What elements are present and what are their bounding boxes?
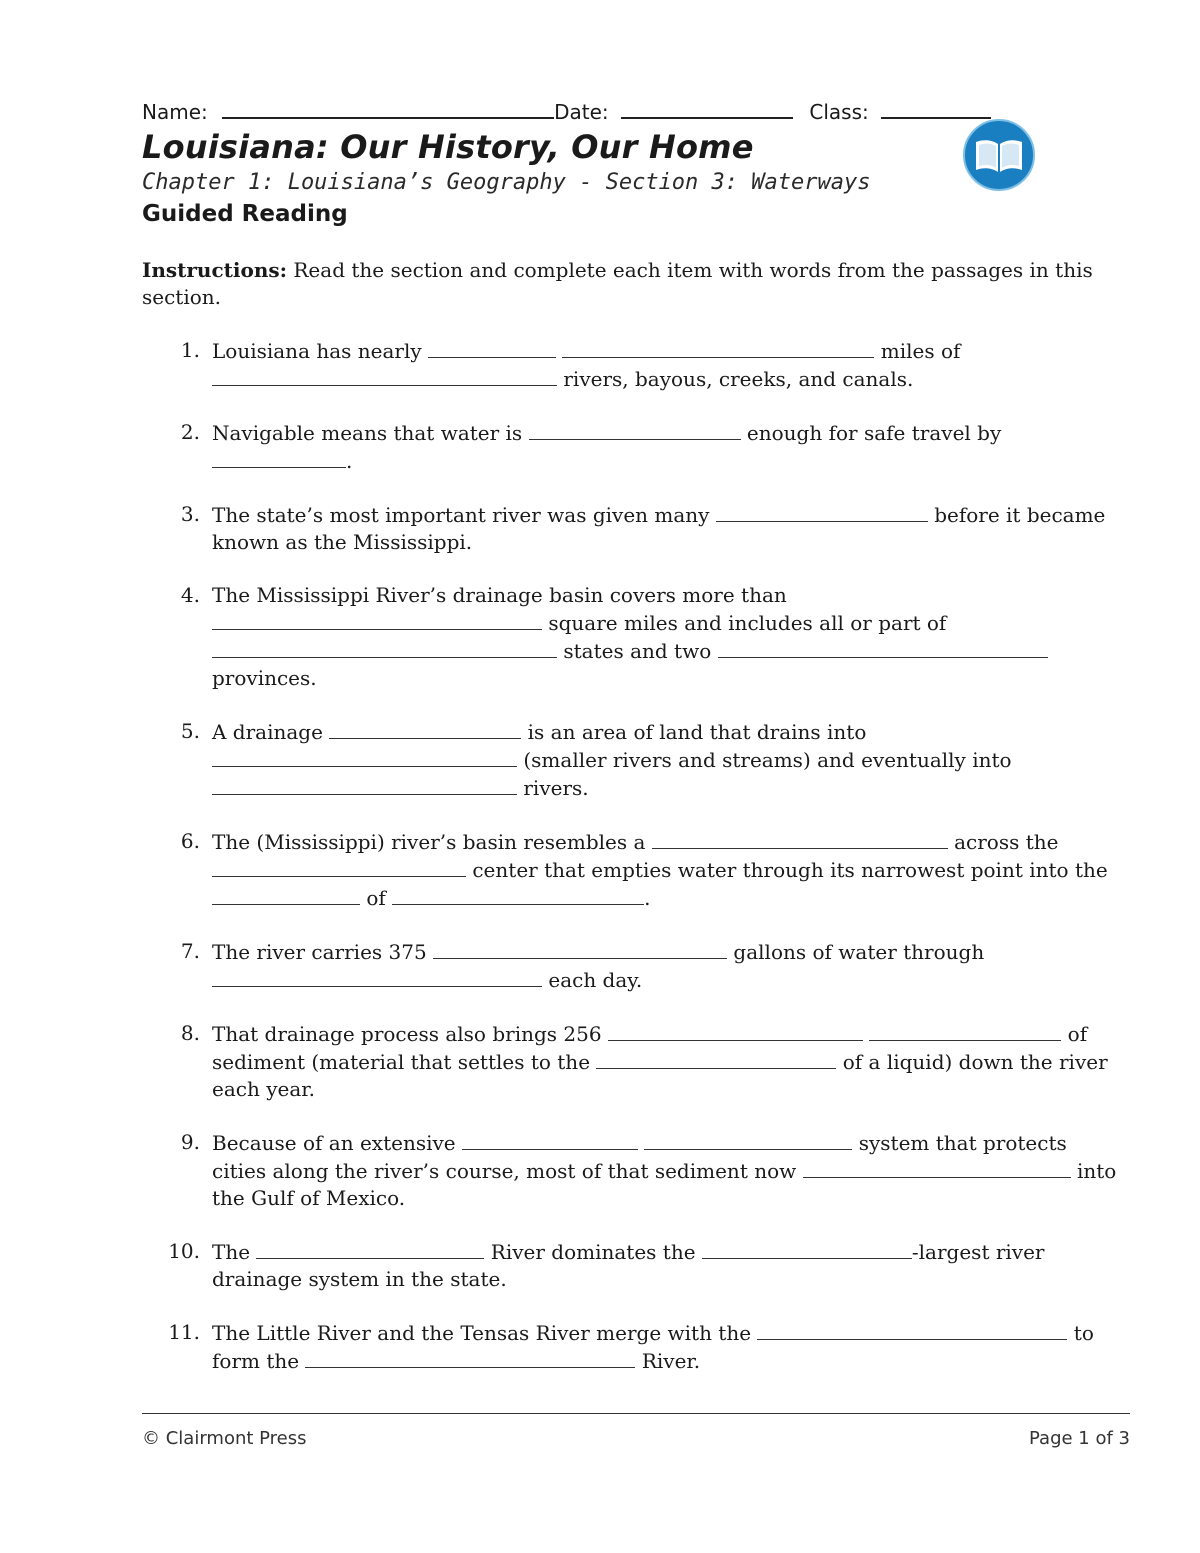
instructions-label: Instructions: xyxy=(142,258,288,282)
question-number: 2. xyxy=(180,420,200,444)
question-number: 9. xyxy=(180,1130,200,1154)
answer-blank[interactable] xyxy=(212,966,542,987)
question-text: Because of an extensive xyxy=(212,1131,456,1155)
answer-blank[interactable] xyxy=(462,1129,638,1150)
question-7 xyxy=(142,938,1132,994)
question-text: sediment (material that settles to the xyxy=(212,1050,591,1074)
answer-blank[interactable] xyxy=(803,1157,1071,1178)
name-label: Name: xyxy=(142,100,208,124)
question-text: of a liquid) down the river xyxy=(842,1050,1108,1074)
open-book-icon xyxy=(962,118,1036,192)
answer-blank[interactable] xyxy=(212,856,466,877)
question-text: square miles and includes all or part of xyxy=(548,611,947,635)
question-text: across the xyxy=(954,830,1059,854)
question-5 xyxy=(142,718,1132,802)
question-text: gallons of water through xyxy=(733,940,985,964)
question-text: Louisiana has nearly xyxy=(212,339,422,363)
answer-blank[interactable] xyxy=(212,365,557,386)
instructions xyxy=(142,257,1132,311)
copyright-text: © Clairmont Press xyxy=(142,1428,307,1449)
question-text: Navigable means that water is xyxy=(212,421,523,445)
question-number: 6. xyxy=(180,829,200,853)
answer-blank[interactable] xyxy=(869,1020,1061,1041)
question-list xyxy=(142,337,1132,1401)
date-label: Date: xyxy=(554,100,609,124)
question-4 xyxy=(142,582,1132,692)
question-8 xyxy=(142,1020,1132,1103)
question-text: drainage system in the state. xyxy=(212,1267,507,1291)
question-text: miles of xyxy=(880,339,961,363)
question-text: center that empties water through its narrowest point into the xyxy=(472,858,1108,882)
class-field[interactable] xyxy=(881,97,991,119)
answer-blank[interactable] xyxy=(212,609,542,630)
question-text: of xyxy=(366,886,386,910)
question-text: . xyxy=(644,886,651,910)
answer-blank[interactable] xyxy=(757,1319,1067,1340)
question-text: the Gulf of Mexico. xyxy=(212,1186,406,1210)
question-10 xyxy=(142,1238,1132,1293)
chapter-heading: Chapter 1: Louisiana’s Geography - Section 3: Waterways xyxy=(142,170,871,195)
question-1 xyxy=(142,337,1132,393)
question-text: system that protects xyxy=(858,1131,1067,1155)
answer-blank[interactable] xyxy=(702,1238,912,1259)
question-number: 7. xyxy=(180,939,200,963)
answer-blank[interactable] xyxy=(305,1347,635,1368)
question-text: The (Mississippi) river’s basin resembles a xyxy=(212,830,646,854)
question-text: each day. xyxy=(548,968,643,992)
question-text: each year. xyxy=(212,1077,315,1101)
question-text: into xyxy=(1076,1159,1117,1183)
answer-blank[interactable] xyxy=(212,884,360,905)
question-6 xyxy=(142,828,1132,912)
question-number: 5. xyxy=(180,719,200,743)
answer-blank[interactable] xyxy=(428,337,556,358)
page-number: Page 1 of 3 xyxy=(1029,1428,1130,1449)
question-text: form the xyxy=(212,1349,300,1373)
question-text: The Mississippi River’s drainage basin covers more than xyxy=(212,583,787,607)
student-info-line xyxy=(142,97,1002,126)
answer-blank[interactable] xyxy=(212,774,517,795)
answer-blank[interactable] xyxy=(596,1048,836,1069)
question-text: . xyxy=(346,449,353,473)
instructions-text-2: section. xyxy=(142,285,222,309)
question-number: 1. xyxy=(180,338,200,362)
question-text: states and two xyxy=(563,639,712,663)
page-title: Louisiana: Our History, Our Home xyxy=(142,128,754,166)
question-number: 4. xyxy=(180,583,200,607)
name-field[interactable] xyxy=(222,97,554,119)
class-label: Class: xyxy=(809,100,869,124)
answer-blank[interactable] xyxy=(529,419,741,440)
question-11 xyxy=(142,1319,1132,1375)
question-9 xyxy=(142,1129,1132,1212)
question-text: before it became xyxy=(934,503,1106,527)
question-number: 10. xyxy=(168,1239,200,1263)
question-text: provinces. xyxy=(212,666,317,690)
question-text: is an area of land that drains into xyxy=(527,720,867,744)
date-field[interactable] xyxy=(621,97,793,119)
question-number: 8. xyxy=(180,1021,200,1045)
question-text: The river carries 375 xyxy=(212,940,427,964)
question-text: The Little River and the Tensas River merge with the xyxy=(212,1321,752,1345)
instructions-text-1: Read the section and complete each item with words from the passages in this xyxy=(287,258,1093,282)
answer-blank[interactable] xyxy=(433,938,727,959)
question-text: The state’s most important river was given many xyxy=(212,503,710,527)
question-text: (smaller rivers and streams) and eventually into xyxy=(523,748,1012,772)
question-text: -largest river xyxy=(911,1240,1045,1264)
answer-blank[interactable] xyxy=(718,637,1048,658)
question-number: 11. xyxy=(168,1320,200,1344)
question-text: to xyxy=(1073,1321,1094,1345)
question-text: The xyxy=(212,1240,251,1264)
question-text: known as the Mississippi. xyxy=(212,530,473,554)
answer-blank[interactable] xyxy=(212,637,557,658)
answer-blank[interactable] xyxy=(392,884,644,905)
answer-blank[interactable] xyxy=(212,447,346,468)
answer-blank[interactable] xyxy=(644,1129,852,1150)
question-text: cities along the river’s course, most of that sediment now xyxy=(212,1159,797,1183)
question-text: rivers, bayous, creeks, and canals. xyxy=(563,367,914,391)
answer-blank[interactable] xyxy=(562,337,874,358)
question-text: River dominates the xyxy=(490,1240,696,1264)
answer-blank[interactable] xyxy=(652,828,948,849)
question-text: That drainage process also brings 256 xyxy=(212,1022,602,1046)
question-number: 3. xyxy=(180,502,200,526)
answer-blank[interactable] xyxy=(212,746,517,767)
question-text: rivers. xyxy=(523,776,589,800)
answer-blank[interactable] xyxy=(608,1020,863,1041)
footer-divider xyxy=(142,1413,1130,1414)
question-text: A drainage xyxy=(212,720,323,744)
question-2 xyxy=(142,419,1132,475)
section-subtitle: Guided Reading xyxy=(142,201,348,227)
question-3 xyxy=(142,501,1132,556)
answer-blank[interactable] xyxy=(716,501,928,522)
answer-blank[interactable] xyxy=(329,718,521,739)
question-text: of xyxy=(1067,1022,1088,1046)
answer-blank[interactable] xyxy=(256,1238,484,1259)
question-text: River. xyxy=(641,1349,701,1373)
question-text: enough for safe travel by xyxy=(746,421,1002,445)
